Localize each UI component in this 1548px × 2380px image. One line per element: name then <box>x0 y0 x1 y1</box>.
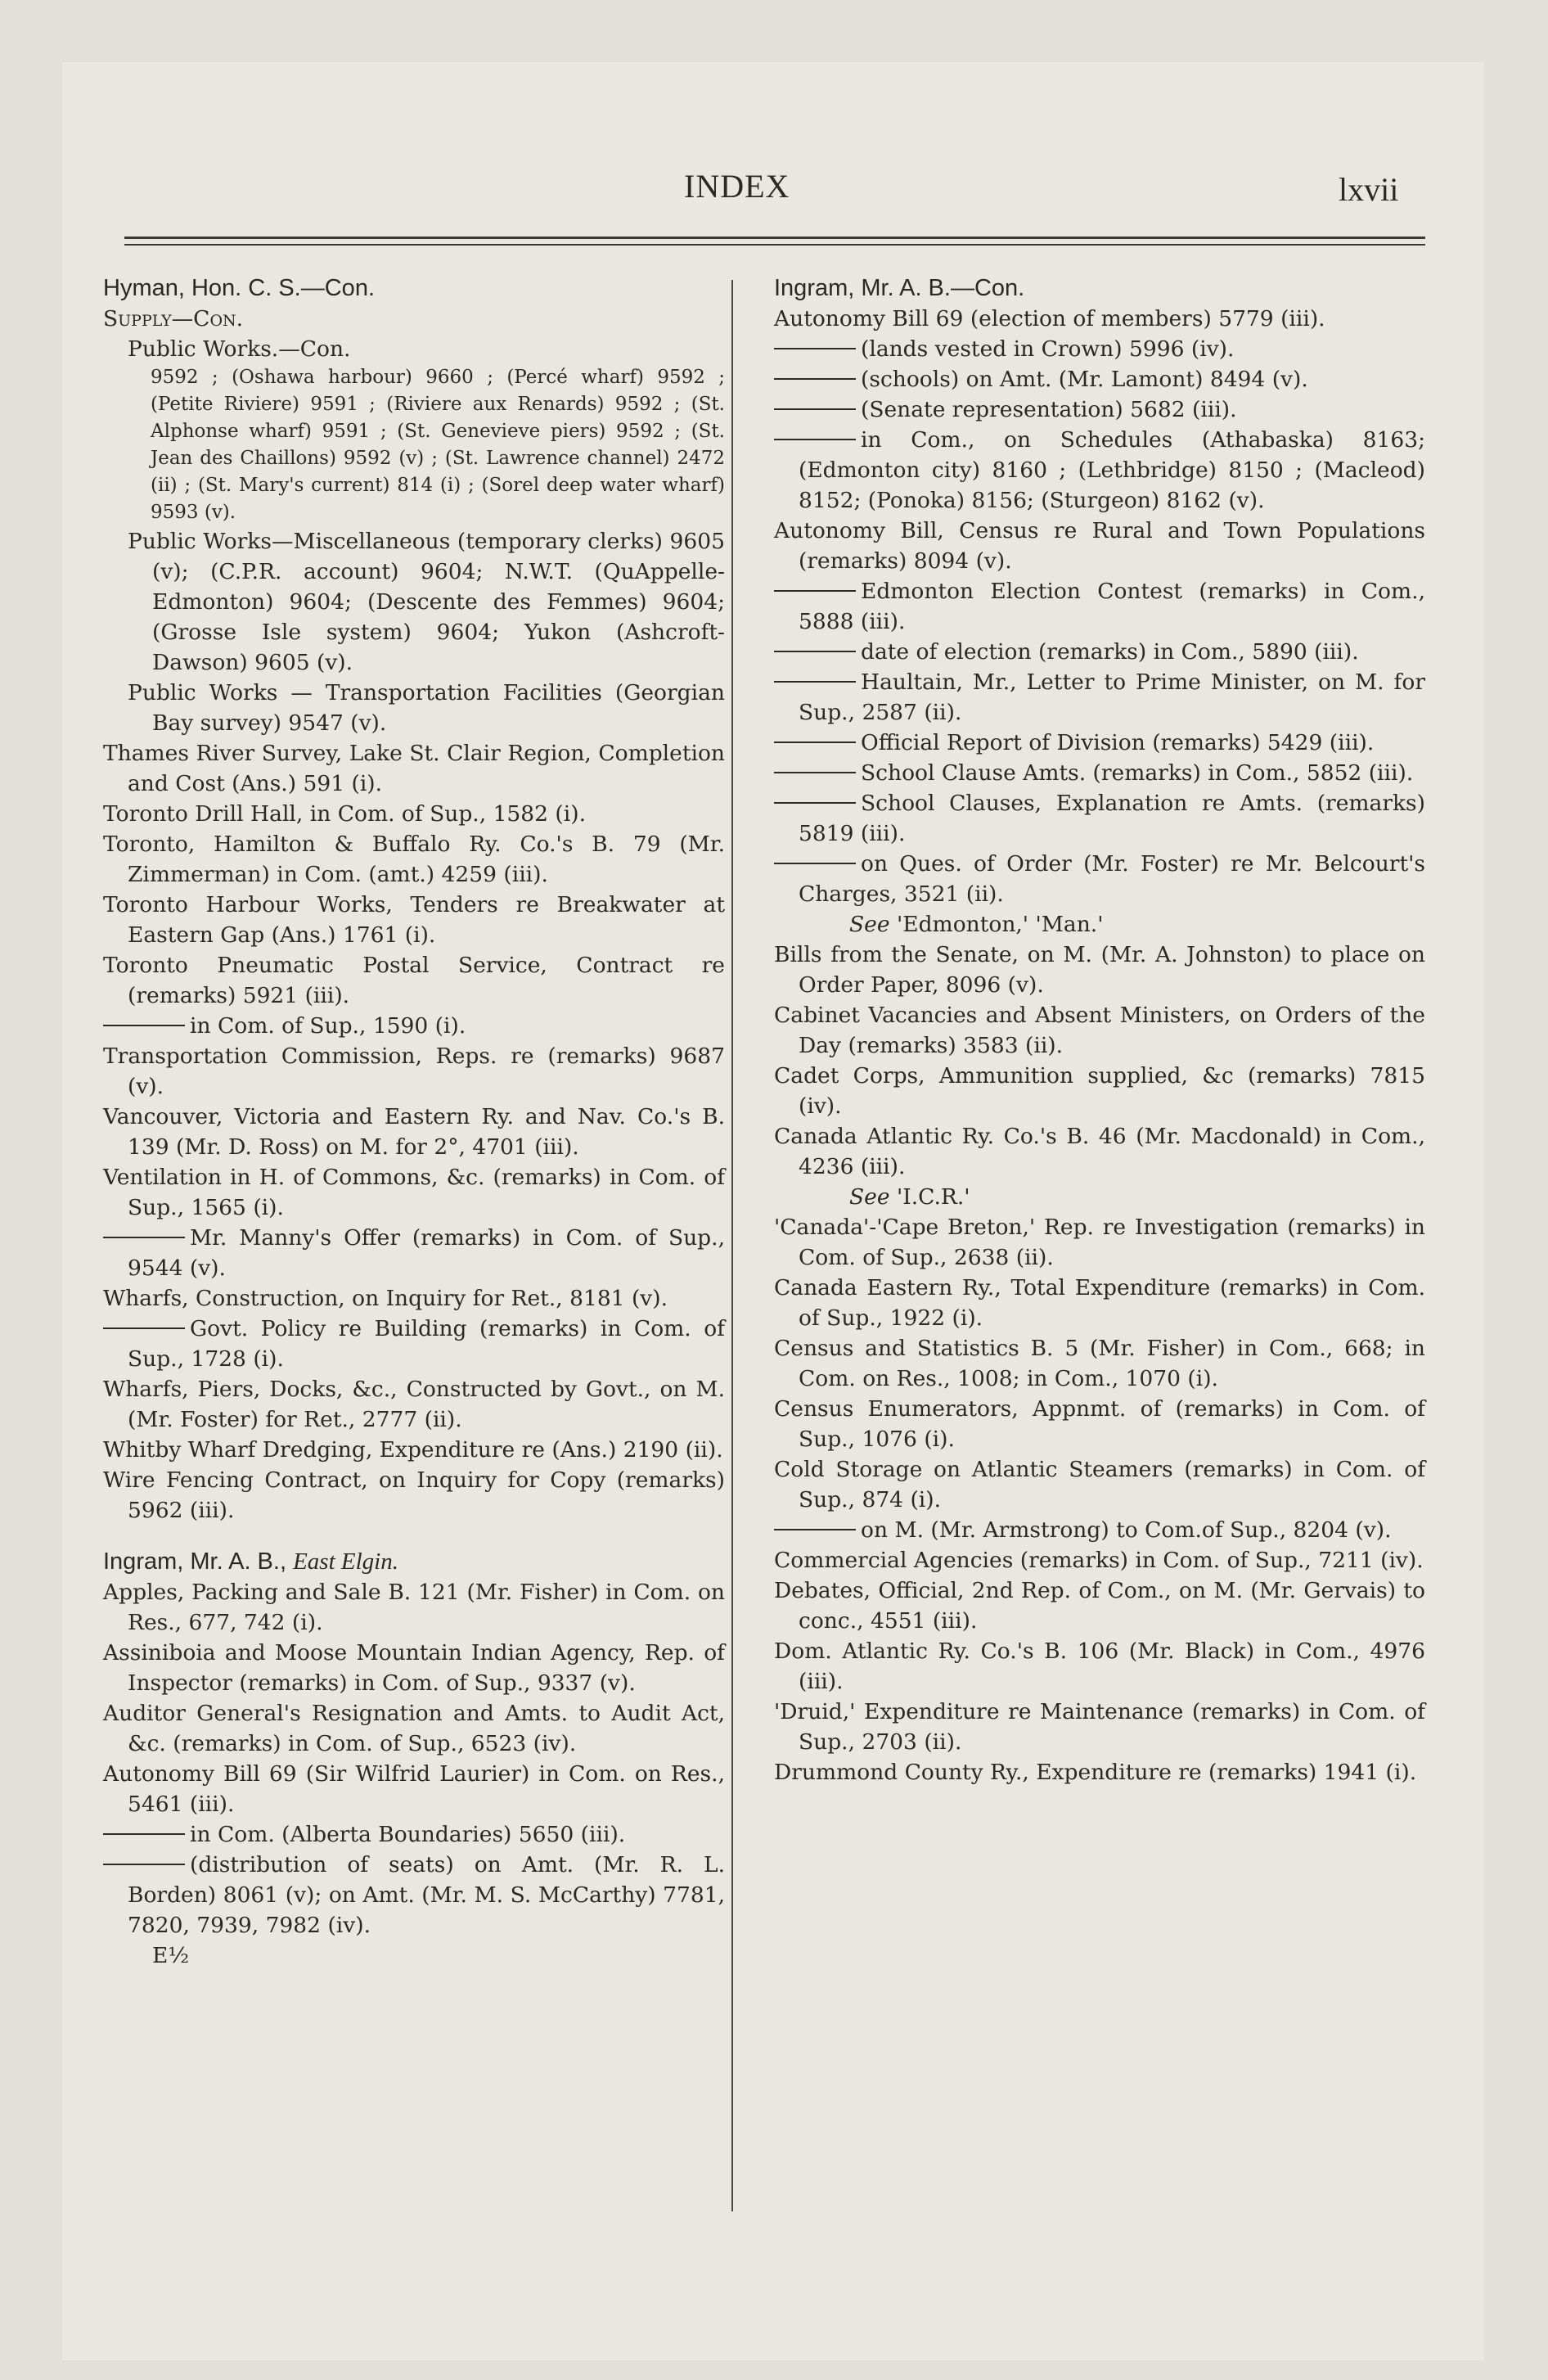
see-label: See <box>849 912 890 937</box>
entry-heading <box>103 1547 725 1577</box>
sub-entry-text: Mr. Manny's Offer (remarks) in Com. of Sup., 9544 (v). <box>128 1225 725 1281</box>
sub-entry-text: date of election (remarks) in Com., 5890 (iii). <box>861 639 1359 665</box>
index-entry: Wharfs, Piers, Docks, &c., Constructed by Govt., on M. (Mr. Foster) for Ret., 2777 (ii). <box>103 1377 725 1432</box>
ditto-dash <box>774 772 856 773</box>
index-entry: Cabinet Vacancies and Absent Ministers, on Orders of the Day (remarks) 3583 (ii). <box>774 1003 1425 1058</box>
sub-entry-text: (lands vested in Crown) 5996 (iv). <box>861 336 1235 362</box>
ditto-dash <box>774 651 856 652</box>
index-sub-entry <box>103 1314 725 1374</box>
ditto-dash <box>103 1327 185 1329</box>
index-entry: Canada Atlantic Ry. Co.'s B. 46 (Mr. Macdonald) in Com., 4236 (iii). <box>774 1124 1425 1179</box>
index-entry: Toronto Harbour Works, Tenders re Breakwater at Eastern Gap (Ans.) 1761 (i). <box>103 892 725 948</box>
heading-name: Ingram, Mr. A. B., <box>103 1548 294 1575</box>
section-label: Supply—Con. <box>103 306 244 331</box>
subsection-label: Public Works.—Con. <box>128 336 351 362</box>
index-entry: Apples, Packing and Sale B. 121 (Mr. Fisher) in Com. on Res., 677, 742 (i). <box>103 1580 725 1635</box>
see-reference <box>774 909 1425 940</box>
ditto-dash <box>774 1529 856 1530</box>
index-entry: Cadet Corps, Ammunition supplied, &c (remarks) 7815 (iv). <box>774 1063 1425 1119</box>
index-entry: Dom. Atlantic Ry. Co.'s B. 106 (Mr. Black) in Com., 4976 (iii). <box>774 1639 1425 1694</box>
index-entry: Thames River Survey, Lake St. Clair Region, Completion and Cost (Ans.) 591 (i). <box>103 741 725 796</box>
index-entry: Vancouver, Victoria and Eastern Ry. and Nav. Co.'s B. 139 (Mr. D. Ross) on M. for 2°, 4701 (iii). <box>103 1104 725 1160</box>
ditto-dash <box>103 1864 185 1865</box>
ditto-dash <box>103 1025 185 1026</box>
entry-heading: Ingram, Mr. A. B.—Con. <box>774 275 1025 301</box>
ditto-dash <box>774 348 856 349</box>
index-entry: Transportation Commission, Reps. re (remarks) 9687 (v). <box>103 1044 725 1099</box>
index-entry: Drummond County Ry., Expenditure re (remarks) 1941 (i). <box>774 1760 1417 1785</box>
index-entry: Cold Storage on Atlantic Steamers (remarks) in Com. of Sup., 874 (i). <box>774 1457 1425 1512</box>
index-entry: Debates, Official, 2nd Rep. of Com., on M. (Mr. Gervais) to conc., 4551 (iii). <box>774 1578 1425 1634</box>
sub-entry-text: in Com. of Sup., 1590 (i). <box>190 1013 466 1039</box>
ditto-dash <box>774 863 856 864</box>
ditto-dash <box>103 1833 185 1835</box>
index-sub-entry <box>774 788 1425 849</box>
page-number: lxvii <box>1339 171 1399 208</box>
see-label: See <box>849 1184 890 1210</box>
index-entry: Autonomy Bill 69 (election of members) 5779 (iii). <box>774 306 1325 331</box>
ditto-dash <box>103 1237 185 1238</box>
index-entry: Wharfs, Construction, on Inquiry for Ret., 8181 (v). <box>103 1286 668 1311</box>
index-entry: 'Canada'-'Cape Breton,' Rep. re Investigation (remarks) in Com. of Sup., 2638 (ii). <box>774 1215 1425 1270</box>
see-target: 'Edmonton,' 'Man.' <box>896 912 1104 937</box>
index-sub-entry <box>774 1515 1425 1545</box>
index-page <box>62 62 1484 2360</box>
index-entry: Ventilation in H. of Commons, &c. (remarks) in Com. of Sup., 1565 (i). <box>103 1165 725 1220</box>
index-entry: Toronto Drill Hall, in Com. of Sup., 1582 (i). <box>103 801 587 827</box>
sub-entry-text: on Ques. of Order (Mr. Foster) re Mr. Belcourt's Charges, 3521 (ii). <box>799 851 1425 907</box>
ditto-dash <box>774 590 856 592</box>
index-entry: Census Enumerators, Appnmt. of (remarks) in Com. of Sup., 1076 (i). <box>774 1396 1425 1452</box>
index-entry: Canada Eastern Ry., Total Expenditure (remarks) in Com. of Sup., 1922 (i). <box>774 1275 1425 1331</box>
index-entry: Toronto, Hamilton & Buffalo Ry. Co.'s B. 79 (Mr. Zimmerman) in Com. (amt.) 4259 (iii). <box>103 832 725 887</box>
index-sub-entry <box>774 334 1425 364</box>
ditto-dash <box>774 439 856 440</box>
index-entry: Public Works — Transportation Facilities (Georgian Bay survey) 9547 (v). <box>128 680 725 736</box>
ditto-dash <box>774 802 856 804</box>
sub-entry-text: Edmonton Election Contest (remarks) in Com., 5888 (iii). <box>799 579 1425 634</box>
sub-entry-text: in Com. (Alberta Boundaries) 5650 (iii). <box>190 1822 626 1847</box>
index-entry: Public Works—Miscellaneous (temporary clerks) 9605 (v); (C.P.R. account) 9604; N.W.T. (QuAppelle-Edmonton) 9604; (Descente des Femmes) 9604; (Grosse Isle system) 9604; Yukon (Ashcroft-Dawson) 9605 (v). <box>128 529 725 675</box>
sub-entry-text: in Com., on Schedules (Athabaska) 8163; (Edmonton city) 8160 ; (Lethbridge) 8150 ; (Macleod) 8152; (Ponoka) 8156; (Sturgeon) 8162 (v). <box>799 427 1425 513</box>
sub-entry-text: (schools) on Amt. (Mr. Lamont) 8494 (v). <box>861 367 1308 392</box>
index-entry: Census and Statistics B. 5 (Mr. Fisher) in Com., 668; in Com. on Res., 1008; in Com., 1070 (i). <box>774 1336 1425 1391</box>
index-entry: Autonomy Bill, Census re Rural and Town Populations (remarks) 8094 (v). <box>774 518 1425 574</box>
index-sub-entry <box>774 576 1425 637</box>
constituency: East Elgin. <box>293 1548 398 1575</box>
sub-entry-text: School Clause Amts. (remarks) in Com., 5852 (iii). <box>861 760 1414 786</box>
right-column <box>774 273 1425 1787</box>
signature-mark: E½ <box>152 1943 190 1968</box>
index-sub-entry <box>103 1223 725 1283</box>
sub-entry-text: (Senate representation) 5682 (iii). <box>861 397 1237 422</box>
index-sub-entry <box>774 667 1425 728</box>
index-sub-entry <box>103 1819 725 1850</box>
index-sub-entry <box>774 425 1425 516</box>
see-reference <box>774 1182 1425 1212</box>
sub-entry-text: Haultain, Mr., Letter to Prime Minister, on M. for Sup., 2587 (ii). <box>799 669 1425 725</box>
index-entry: Bills from the Senate, on M. (Mr. A. Johnston) to place on Order Paper, 8096 (v). <box>774 942 1425 998</box>
index-entry: Toronto Pneumatic Postal Service, Contract re (remarks) 5921 (iii). <box>103 953 725 1008</box>
index-entry: Auditor General's Resignation and Amts. to Audit Act, &c. (remarks) in Com. of Sup., 6523 (iv). <box>103 1701 725 1756</box>
sub-entry-text: on M. (Mr. Armstrong) to Com.of Sup., 8204 (v). <box>861 1517 1392 1543</box>
see-target: 'I.C.R.' <box>896 1184 970 1210</box>
page-title: INDEX <box>684 168 790 205</box>
index-sub-entry <box>103 1011 725 1041</box>
column-divider <box>731 280 733 2211</box>
index-entry: Autonomy Bill 69 (Sir Wilfrid Laurier) in Com. on Res., 5461 (iii). <box>103 1761 725 1817</box>
index-entry: 9592 ; (Oshawa harbour) 9660 ; (Percé wharf) 9592 ; (Petite Riviere) 9591 ; (Riviere aux Renards) 9592 ; (St. Alphonse wharf) 9591 ; (St. Genevieve piers) 9592 ; (St. Jean des Chaillons) 9592 (v) ; (St. Lawrence channel) 2472 (ii) ; (St. Mary's current) 814 (i) ; (Sorel deep water wharf) 9593 (v). <box>151 367 725 523</box>
index-sub-entry <box>103 1850 725 1941</box>
header-rule <box>124 237 1425 239</box>
index-entry: 'Druid,' Expenditure re Maintenance (remarks) in Com. of Sup., 2703 (ii). <box>774 1699 1425 1755</box>
ditto-dash <box>774 408 856 410</box>
sub-entry-text: Govt. Policy re Building (remarks) in Com. of Sup., 1728 (i). <box>128 1316 725 1372</box>
sub-entry-text: School Clauses, Explanation re Amts. (remarks) 5819 (iii). <box>799 791 1425 846</box>
index-entry: Assiniboia and Moose Mountain Indian Agency, Rep. of Inspector (remarks) in Com. of Sup., 9337 (v). <box>103 1640 725 1696</box>
ditto-dash <box>774 681 856 683</box>
index-entry: Commercial Agencies (remarks) in Com. of Sup., 7211 (iv). <box>774 1548 1424 1573</box>
index-entry: Whitby Wharf Dredging, Expenditure re (Ans.) 2190 (ii). <box>103 1437 723 1463</box>
ditto-dash <box>774 741 856 743</box>
entry-heading: Hyman, Hon. C. S.—Con. <box>103 275 375 301</box>
index-sub-entry <box>774 758 1425 788</box>
ditto-dash <box>774 378 856 380</box>
sub-entry-text: (distribution of seats) on Amt. (Mr. R. L. Borden) 8061 (v); on Amt. (Mr. M. S. McCarthy) 7781, 7820, 7939, 7982 (iv). <box>128 1852 725 1938</box>
sub-entry-text: Official Report of Division (remarks) 5429 (iii). <box>861 730 1375 755</box>
index-entry: Wire Fencing Contract, on Inquiry for Copy (remarks) 5962 (iii). <box>103 1467 725 1523</box>
header-rule-thin <box>124 244 1425 246</box>
index-sub-entry <box>774 364 1425 394</box>
index-sub-entry <box>774 728 1425 758</box>
left-column <box>103 273 725 1971</box>
index-sub-entry <box>774 849 1425 909</box>
index-sub-entry <box>774 637 1425 667</box>
index-sub-entry <box>774 394 1425 425</box>
